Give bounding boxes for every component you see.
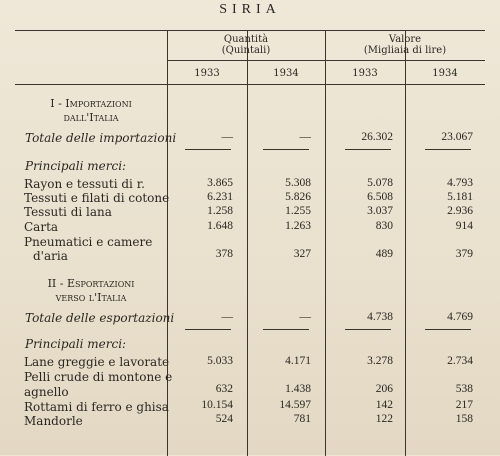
statistics-table: [15, 30, 485, 456]
year-header: 1933: [352, 68, 378, 79]
table-row-label: Tessuti e filati di cotone: [24, 191, 170, 205]
quantity-header: Quantità (Quintali): [221, 34, 271, 56]
column-divider: [167, 31, 168, 456]
table-row-label: Lane greggie e lavorate: [24, 355, 170, 369]
table-row-label: Pelli crude di montone e: [24, 370, 173, 384]
exports-section-heading: II - Esportazioni verso l'Italia: [47, 277, 135, 304]
table-cell: 2.734: [447, 355, 473, 367]
table-cell: 5.181: [447, 191, 473, 203]
table-cell: 142: [375, 399, 393, 411]
exports-total-label: Totale delle esportazioni: [25, 311, 175, 325]
imports-total-cell: —: [221, 131, 233, 143]
table-cell: 632: [215, 383, 233, 395]
imports-section-heading: I - Importazioni dall'Italia: [50, 97, 132, 124]
table-cell: 3.037: [367, 205, 393, 217]
page-title: SIRIA: [219, 2, 281, 17]
table-cell: 122: [375, 413, 393, 425]
year-header: 1934: [432, 68, 458, 79]
total-underline: [263, 149, 309, 150]
header-rule: [15, 84, 485, 85]
total-underline: [185, 329, 231, 330]
table-cell: 1.258: [207, 205, 233, 217]
exports-total-cell: —: [299, 311, 311, 323]
table-row-label: Rottami di ferro e ghisa: [24, 400, 169, 414]
imports-total-cell: 23.067: [441, 131, 473, 143]
table-cell: 217: [455, 399, 473, 411]
total-underline: [425, 329, 471, 330]
table-cell: 3.865: [207, 177, 233, 189]
exports-total-cell: —: [221, 311, 233, 323]
table-cell: 781: [293, 413, 311, 425]
table-cell: 6.508: [367, 191, 393, 203]
total-underline: [263, 329, 309, 330]
table-cell: 379: [455, 248, 473, 260]
table-row-label: Rayon e tessuti di r.: [24, 177, 145, 191]
table-cell: 5.033: [207, 355, 233, 367]
imports-total-cell: 26.302: [361, 131, 393, 143]
column-divider: [247, 31, 248, 456]
total-underline: [345, 329, 391, 330]
exports-total-cell: 4.769: [447, 311, 473, 323]
table-cell: 4.793: [447, 177, 473, 189]
table-cell: 830: [375, 220, 393, 232]
table-cell: 14.597: [279, 399, 311, 411]
table-cell: 1.263: [285, 220, 311, 232]
exports-goods-heading: Principali merci:: [25, 337, 127, 351]
table-cell: 2.936: [447, 205, 473, 217]
table-cell: 1.438: [285, 383, 311, 395]
imports-goods-heading: Principali merci:: [25, 159, 127, 173]
table-cell: 489: [375, 248, 393, 260]
total-underline: [425, 149, 471, 150]
table-cell: 538: [455, 383, 473, 395]
table-cell: 1.648: [207, 220, 233, 232]
imports-total-label: Totale delle importazioni: [25, 131, 177, 145]
total-underline: [345, 149, 391, 150]
table-cell: 3.278: [367, 355, 393, 367]
table-cell: 5.826: [285, 191, 311, 203]
table-row-label: Carta: [24, 220, 59, 234]
table-cell: 1.255: [285, 205, 311, 217]
table-row-label: Pneumatici e camere: [24, 235, 153, 249]
exports-total-cell: 4.738: [367, 311, 393, 323]
table-cell: 6.231: [207, 191, 233, 203]
table-cell: 327: [293, 248, 311, 260]
table-cell: 10.154: [201, 399, 233, 411]
table-row-label: Mandorle: [24, 414, 83, 428]
table-cell: 5.308: [285, 177, 311, 189]
year-header: 1933: [194, 68, 220, 79]
header-rule: [167, 60, 485, 61]
value-header: Valore (Migliaia di lire): [363, 34, 447, 56]
table-cell: 524: [215, 413, 233, 425]
table-row-label: d'aria: [33, 249, 68, 263]
table-cell: 206: [375, 383, 393, 395]
table-cell: 4.171: [285, 355, 311, 367]
table-cell: 158: [455, 413, 473, 425]
total-underline: [185, 149, 231, 150]
table-cell: 5.078: [367, 177, 393, 189]
imports-total-cell: —: [299, 131, 311, 143]
table-cell: 378: [215, 248, 233, 260]
table-row-label: Tessuti di lana: [24, 205, 112, 219]
table-cell: 914: [455, 220, 473, 232]
table-row-label: agnello: [24, 385, 69, 399]
column-divider: [405, 31, 406, 456]
column-divider: [325, 31, 326, 456]
year-header: 1934: [273, 68, 299, 79]
